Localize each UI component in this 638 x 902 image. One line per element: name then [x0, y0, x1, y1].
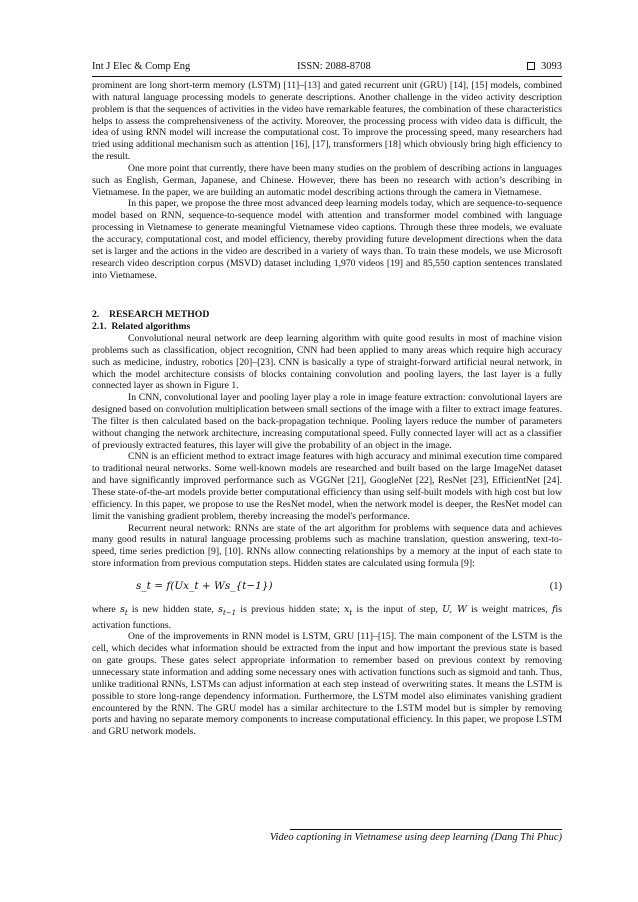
- where-clause: [92, 604, 562, 632]
- journal-name: Int J Elec & Comp Eng: [92, 60, 191, 72]
- footer-rule: [290, 829, 562, 830]
- body-text: [92, 80, 562, 738]
- math-xt: $x_t$: [344, 603, 353, 617]
- paragraph: Recurrent neural network: RNNs are state of the art algorithm for problems with sequence data and achieves many good results in natural language processing problems such as machine translation, question answering, text-to-speed, time series prediction [9], [10]. RNNs allow connecting relationships by a memory at the input of each state to store information from previous computation steps. Hidden states are calculated using formula [9]:: [92, 522, 562, 570]
- paragraph: prominent are long short-term memory (LSTM) [11]–[13] and gated recurrent unit (GRU) [14], [15] models, combined with natural language processing models to generate descriptions. Another challenge in the video activity description problem is that the sequences of activities in the video have remarkable features, the combination of these characteristics helps to assess the comprehensiveness of the activity. Moreover, the processing process with video data is difficult, the idea of using RNN model will increase the computational cost. To improve the processing speed, many researchers had tried using additional mechanism such as attention [16], [17], transformers [18] which obviously bring high efficiency to the result.: [92, 80, 562, 163]
- equation-number: (1): [549, 580, 562, 592]
- math-st-1: $s_{t-1}$: [218, 603, 237, 617]
- running-title: Video captioning in Vietnamese using deep learning (Dang Thi Phuc): [269, 832, 562, 843]
- paragraph: In this paper, we propose the three most advanced deep learning models today, which are sequence-to-sequence model based on RNN, sequence-to-sequence model with attention and transformer model combined with language processing in Vietnamese to generate meaningful Vietnamese video captions. Through these three models, we evaluate the accuracy, computational cost, and model efficiency, thereby providing future development directions when the data set is larger and the actions in the video are described in a variety of ways than. To train these models, we use Microsoft research video description corpus (MSVD) dataset including 1,970 videos [19] and 85,550 caption sentences translated into Vietnamese.: [92, 198, 562, 281]
- paragraph: Convolutional neural network are deep learning algorithm with quite good results in most of machine vision problems such as classification, object recognition, CNN had been applied to many areas which require high accuracy such as medicine, industry, robotics [20]–[23]. CNN is basically a type of straight-forward artificial neural network, in which the model architecture consists of blocks containing convolution and pooling layers, the last layer is a fully connected layer as shown in Figure 1.: [92, 333, 562, 392]
- page-number: 3093: [541, 60, 562, 72]
- math-st: $s_t$: [119, 603, 128, 617]
- math-f: f: [552, 603, 556, 615]
- subsection-heading: 2.1. Related algorithms: [92, 321, 191, 333]
- equation-expression: s_t = f(Ux_t + Ws_{t−1}): [136, 579, 273, 592]
- where-text: is activation functions.: [92, 603, 562, 631]
- issn: ISSN: 2088-8708: [297, 60, 371, 72]
- where-text: is previous hidden state;: [236, 603, 345, 615]
- where-text: is weight matrices,: [466, 603, 552, 615]
- where-text: is the input of step,: [352, 603, 443, 615]
- where-text: where: [92, 603, 120, 615]
- math-uw: U, W: [442, 603, 467, 615]
- section-heading: 2. RESEARCH METHOD: [92, 309, 210, 321]
- paragraph: CNN is an efficient method to extract image features with high accuracy and minimal execution time compared to traditional neural networks. Some well-known models are researched and built based on the large ImageNet dataset and have significantly improved performance such as VGGNet [21], GoogleNet [22], ResNet [23], EfficientNet [24]. These state-of-the-art models provide better computational efficiency than using self-built models with high cost but low efficiency. In this paper, we propose to use the ResNet model, when the network model is deeper, the ResNet model can limit the vanishing gradient problem, thereby increasing the model's performance.: [92, 451, 562, 522]
- header-rule: [92, 76, 562, 77]
- where-text: is new hidden state,: [127, 603, 219, 615]
- paragraph: In CNN, convolutional layer and pooling layer play a role in image feature extraction: convolutional layers are designed based on convolution multiplication between small sections of the image with a filter to extract image features. The filter is then calculated based on the back-propagation technique. Pooling layers reduce the number of parameters without changing the network architecture, increasing computational speed. Fully connected layer will act as a classifier of previously extracted features, this layer will give the probability of an object in the image.: [92, 392, 562, 451]
- paragraph: One more point that currently, there have been many studies on the problem of describing actions in languages such as English, German, Japanese, and Chinese. However, there has been no research with action’s describing in Vietnamese. In the paper, we are building an automatic model describing actions through the camera in Vietnamese.: [92, 162, 562, 198]
- paragraph: One of the improvements in RNN model is LSTM, GRU [11]–[15]. The main component of the LSTM is the cell, which decides what information should be extracted from the input and how important the previous state is based on gate groups. These gates select appropriate information to remember based on previous context by removing unnecessary state information and adding some necessary ones with activation functions such as sigmoid and tanh. Thus, unlike traditional RNNs, LSTMs can adjust information at each step instead of overwriting states. It means the LSTM is possible to store long-range dependency information. Furthermore, the LSTM model also eliminates vanishing gradient encountered by the RNN. The GRU model has a similar architecture to the LSTM model but is simpler by removing ports and having no separate memory components to increase computational efficiency. In this paper, we propose LSTM and GRU network models.: [92, 631, 562, 738]
- page-header: [92, 58, 562, 74]
- page-number-group: [527, 61, 562, 72]
- checkbox-icon: [527, 62, 535, 70]
- equation-1: [92, 580, 562, 594]
